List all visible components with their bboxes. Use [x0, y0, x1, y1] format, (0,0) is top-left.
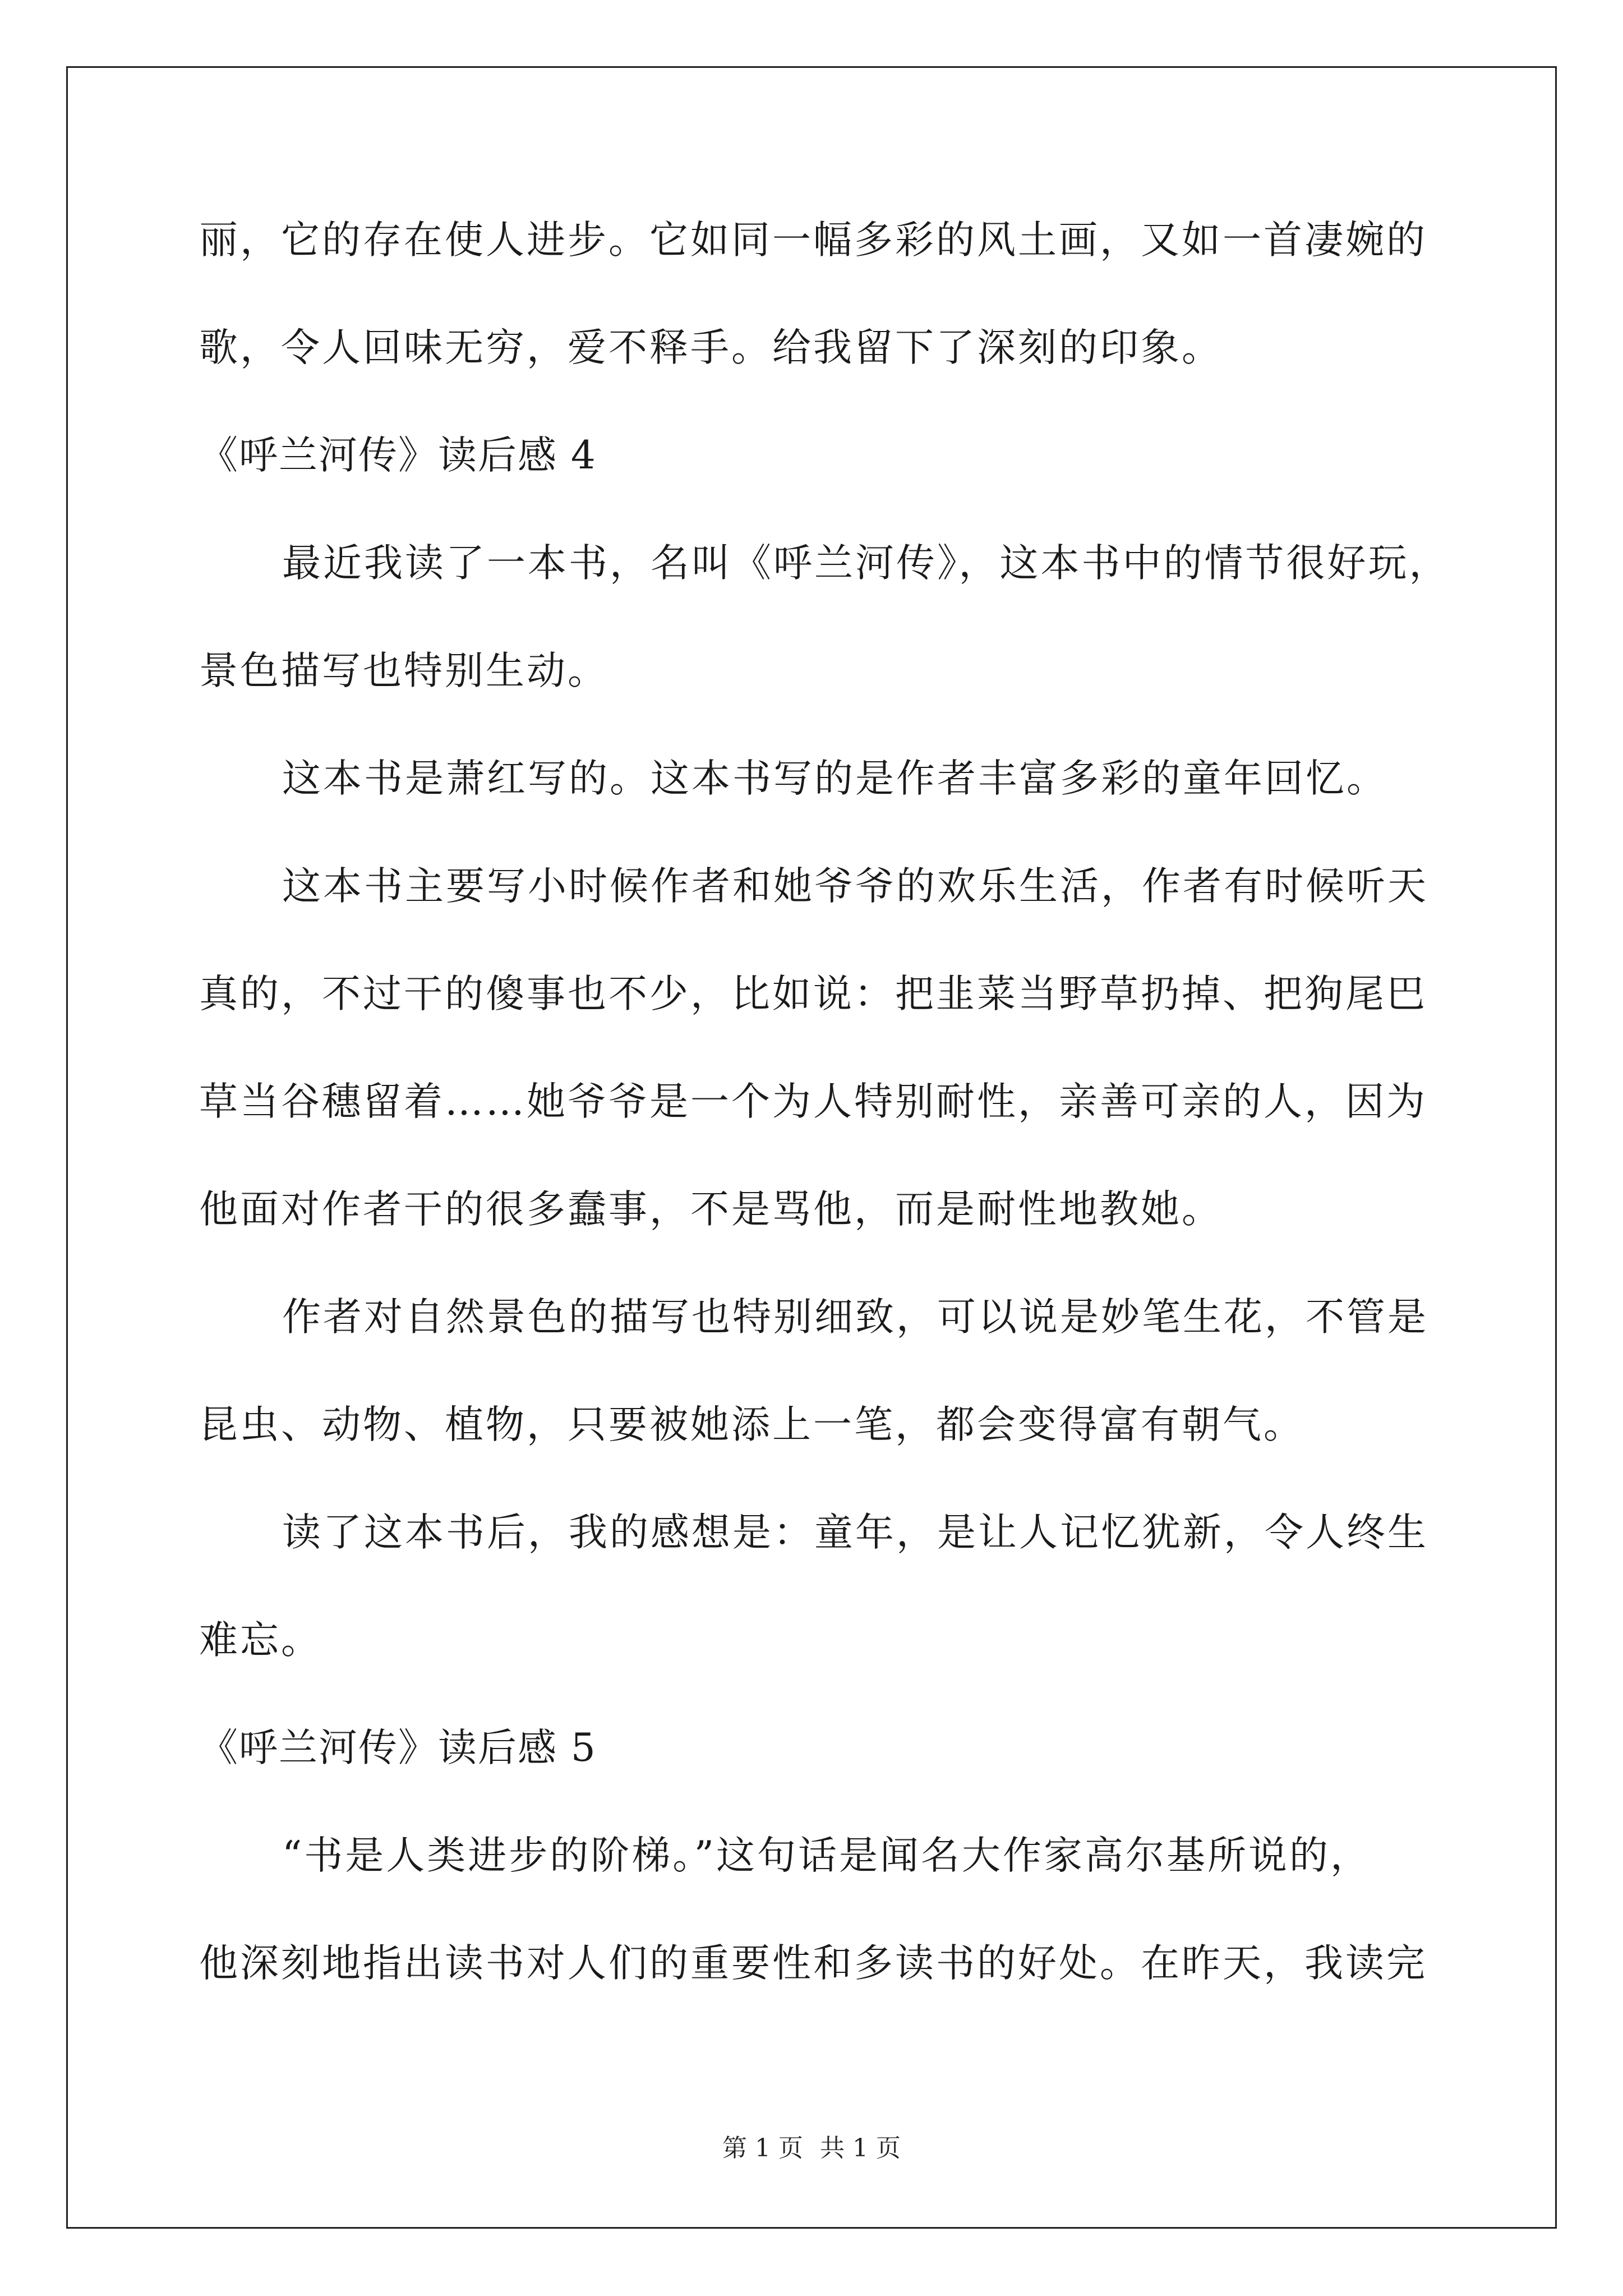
text-line: 丽，它的存在使人进步。它如同一幅多彩的风土画，又如一首凄婉的 [199, 218, 1427, 263]
text-line: 他深刻地指出读书对人们的重要性和多读书的好处。在昨天，我读完 [199, 1941, 1427, 1986]
current-page-label: 第 1 页 [722, 2134, 803, 2162]
section-heading: 《呼兰河传》读后感 5 [199, 1726, 597, 1770]
text-line: 真的，不过干的傻事也不少，比如说：把韭菜当野草扔掉、把狗尾巴 [199, 972, 1427, 1016]
text-line: 景色描写也特别生动。 [199, 648, 608, 693]
paragraph-start: 读了这本书后，我的感想是：童年，是让人记忆犹新，令人终生 [282, 1510, 1428, 1555]
paragraph-start: “书是人类进步的阶梯。”这句话是闻名大作家高尔基所说的， [282, 1833, 1372, 1878]
paragraph-start: 最近我读了一本书，名叫《呼兰河传》，这本书中的情节很好玩， [282, 541, 1450, 586]
document-body [199, 213, 1450, 2044]
section-heading: 《呼兰河传》读后感 4 [199, 433, 597, 478]
text-line: 昆虫、动物、植物，只要被她添上一笔，都会变得富有朝气。 [199, 1402, 1304, 1447]
text-line: 难忘。 [199, 1618, 322, 1663]
text-line: 歌，令人回味无穷，爱不释手。给我留下了深刻的印象。 [199, 325, 1223, 370]
total-pages-label: 共 1 页 [820, 2134, 901, 2162]
paragraph-start: 作者对自然景色的描写也特别细致，可以说是妙笔生花，不管是 [282, 1295, 1428, 1340]
page-footer [0, 2132, 1623, 2165]
text-line: 他面对作者干的很多蠢事，不是骂他，而是耐性地教她。 [199, 1187, 1223, 1232]
paragraph-start: 这本书主要写小时候作者和她爷爷的欢乐生活，作者有时候听天 [282, 864, 1428, 909]
text-line: 草当谷穗留着……她爷爷是一个为人特别耐性，亲善可亲的人，因为 [199, 1079, 1427, 1124]
paragraph-start: 这本书是萧红写的。这本书写的是作者丰富多彩的童年回忆。 [282, 756, 1387, 801]
